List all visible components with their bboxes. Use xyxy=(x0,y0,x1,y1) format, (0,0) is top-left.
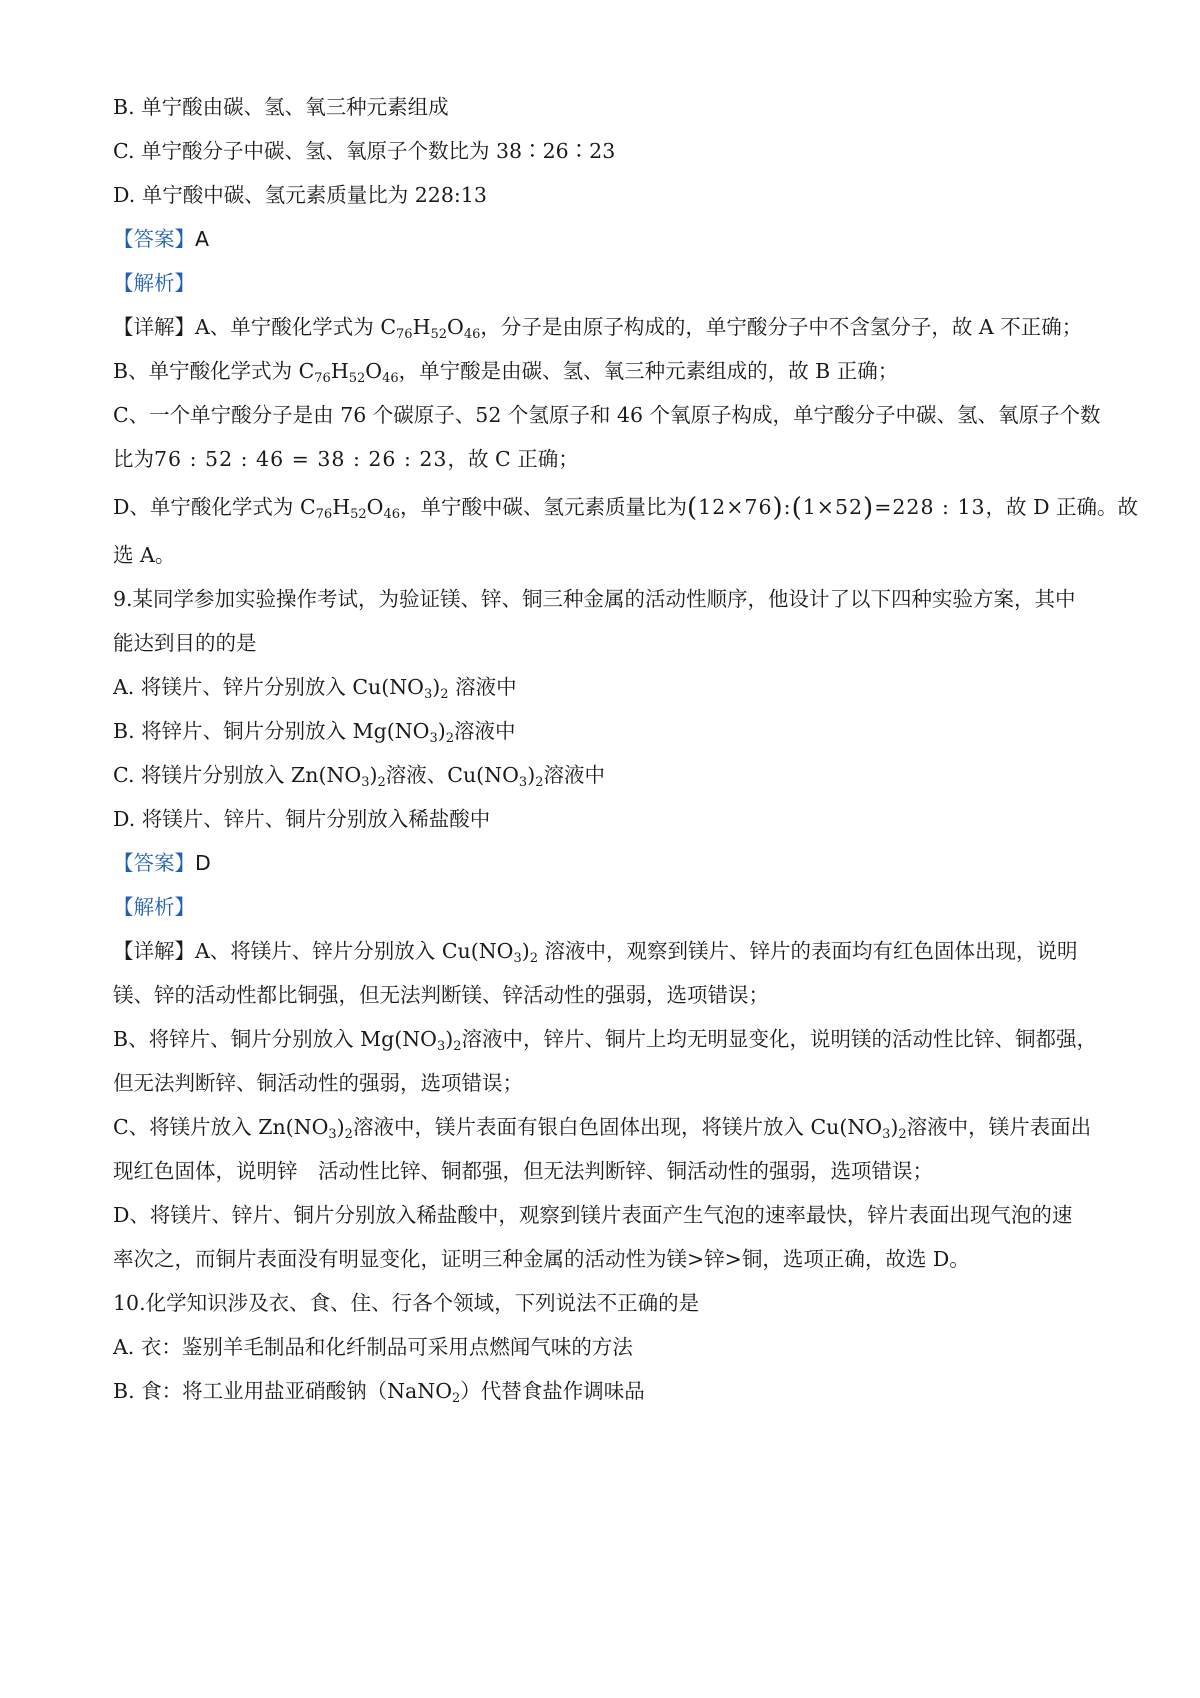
q9-stem-line2: 能达到目的的是 xyxy=(113,631,257,655)
q10-option-a: A. 衣：鉴别羊毛制品和化纤制品可采用点燃闻气味的方法 xyxy=(113,1335,633,1359)
q9-detail-b-line2: 但无法判断锌、铜活动性的强弱，选项错误； xyxy=(113,1071,523,1095)
analysis-label: 【解析】 xyxy=(113,895,195,919)
q8-option-b: B. 单宁酸由碳、氢、氧三种元素组成 xyxy=(113,95,449,119)
q9-detail-c-line1: C、将镁片放入 $Zn(NO_3)_2$溶液中，镁片表面有银白色固体出现，将镁片放入 $Cu(NO_3)_2$溶液中，镁片表面出 xyxy=(113,1115,1092,1142)
q9-answer-line xyxy=(113,848,1103,878)
q8-detail-d-line2: 选 A。 xyxy=(113,543,176,567)
analysis-label: 【解析】 xyxy=(113,271,195,295)
q8-option-d: D. 单宁酸中碳、氢元素质量比为 228:13 xyxy=(113,183,487,207)
mass-ratio-equation: (12×76):(1×52)=228 : 13 xyxy=(686,493,986,523)
q9-detail-d-line2: 率次之，而铜片表面没有明显变化，证明三种金属的活动性为镁>锌>铜，选项正确，故选 D。 xyxy=(113,1247,970,1271)
q9-option-a: A. 将镁片、锌片分别放入 $Cu(NO_3)_2$ 溶液中 xyxy=(113,675,517,702)
q9-answer: D xyxy=(195,851,211,875)
answer-label: 【答案】 xyxy=(113,851,195,875)
q9-analysis-label xyxy=(113,892,1103,922)
q9-detail-c-line2: 现红色固体，说明锌 活动性比锌、铜都强，但无法判断锌、铜活动性的强弱，选项错误； xyxy=(113,1159,933,1183)
q9-detail-a-line2: 镁、锌的活动性都比铜强，但无法判断镁、锌活动性的强弱，选项错误； xyxy=(113,983,769,1007)
q8-detail-d: D、单宁酸化学式为 $C_{76}H_{52}O_{46}$，单宁酸中碳、氢元素质量比为(12×76):(1×52)=228 : 13，故 D 正确。故 xyxy=(113,493,1139,523)
q8-answer: A xyxy=(195,227,210,251)
q8-option-c: C. 单宁酸分子中碳、氢、氧原子个数比为 38∶26∶23 xyxy=(113,139,616,163)
q9-detail-a-line1: 【详解】A、将镁片、锌片分别放入 $Cu(NO_3)_2$ 溶液中，观察到镁片、锌片的表面均有红色固体出现，说明 xyxy=(113,939,1078,966)
detail-label: 【详解】 xyxy=(113,315,195,339)
q8-detail-b: B、单宁酸化学式为 $C_{76}H_{52}O_{46}$，单宁酸是由碳、氢、氧三种元素组成的，故 B 正确； xyxy=(113,359,899,386)
q10-option-b: B. 食：将工业用盐亚硝酸钠（NaNO$_2$）代替食盐作调味品 xyxy=(113,1379,645,1406)
q8-detail-a: 【详解】A、单宁酸化学式为 $C_{76}H_{52}O_{46}$，分子是由原子构成的，单宁酸分子中不含氢分子，故 A 不正确； xyxy=(113,315,1083,342)
q9-option-c: C. 将镁片分别放入 $Zn(NO_3)_2$溶液、$Cu(NO_3)_2$溶液中 xyxy=(113,763,605,790)
q9-detail-d-line1: D、将镁片、锌片、铜片分别放入稀盐酸中，观察到镁片表面产生气泡的速率最快，锌片表面出现气泡的速 xyxy=(113,1203,1073,1227)
q8-answer-line xyxy=(113,224,1103,254)
q9-detail-b-line1: B、将锌片、铜片分别放入 $Mg(NO_3)_2$溶液中，锌片、铜片上均无明显变化，说明镁的活动性比锌、铜都强， xyxy=(113,1027,1097,1054)
q10-stem: 10.化学知识涉及衣、食、住、行各个领域，下列说法不正确的是 xyxy=(113,1291,700,1315)
q9-option-b: B. 将锌片、铜片分别放入 $Mg(NO_3)_2$溶液中 xyxy=(113,719,516,746)
detail-label: 【详解】 xyxy=(113,939,195,963)
answer-label: 【答案】 xyxy=(113,227,195,251)
q8-analysis-label xyxy=(113,268,1103,298)
q8-detail-c-line1: C、一个单宁酸分子是由 76 个碳原子、52 个氢原子和 46 个氧原子构成，单宁酸分子中碳、氢、氧原子个数 xyxy=(113,403,1101,427)
ratio-equation: 76 : 52 : 46 = 38 : 26 : 23 xyxy=(154,447,448,471)
q9-stem-line1: 9.某同学参加实验操作考试，为验证镁、锌、铜三种金属的活动性顺序，他设计了以下四种实验方案，其中 xyxy=(113,587,1076,611)
q8-detail-c-line2: 比为76 : 52 : 46 = 38 : 26 : 23，故 C 正确； xyxy=(113,447,579,471)
q9-option-d: D. 将镁片、锌片、铜片分别放入稀盐酸中 xyxy=(113,807,491,831)
